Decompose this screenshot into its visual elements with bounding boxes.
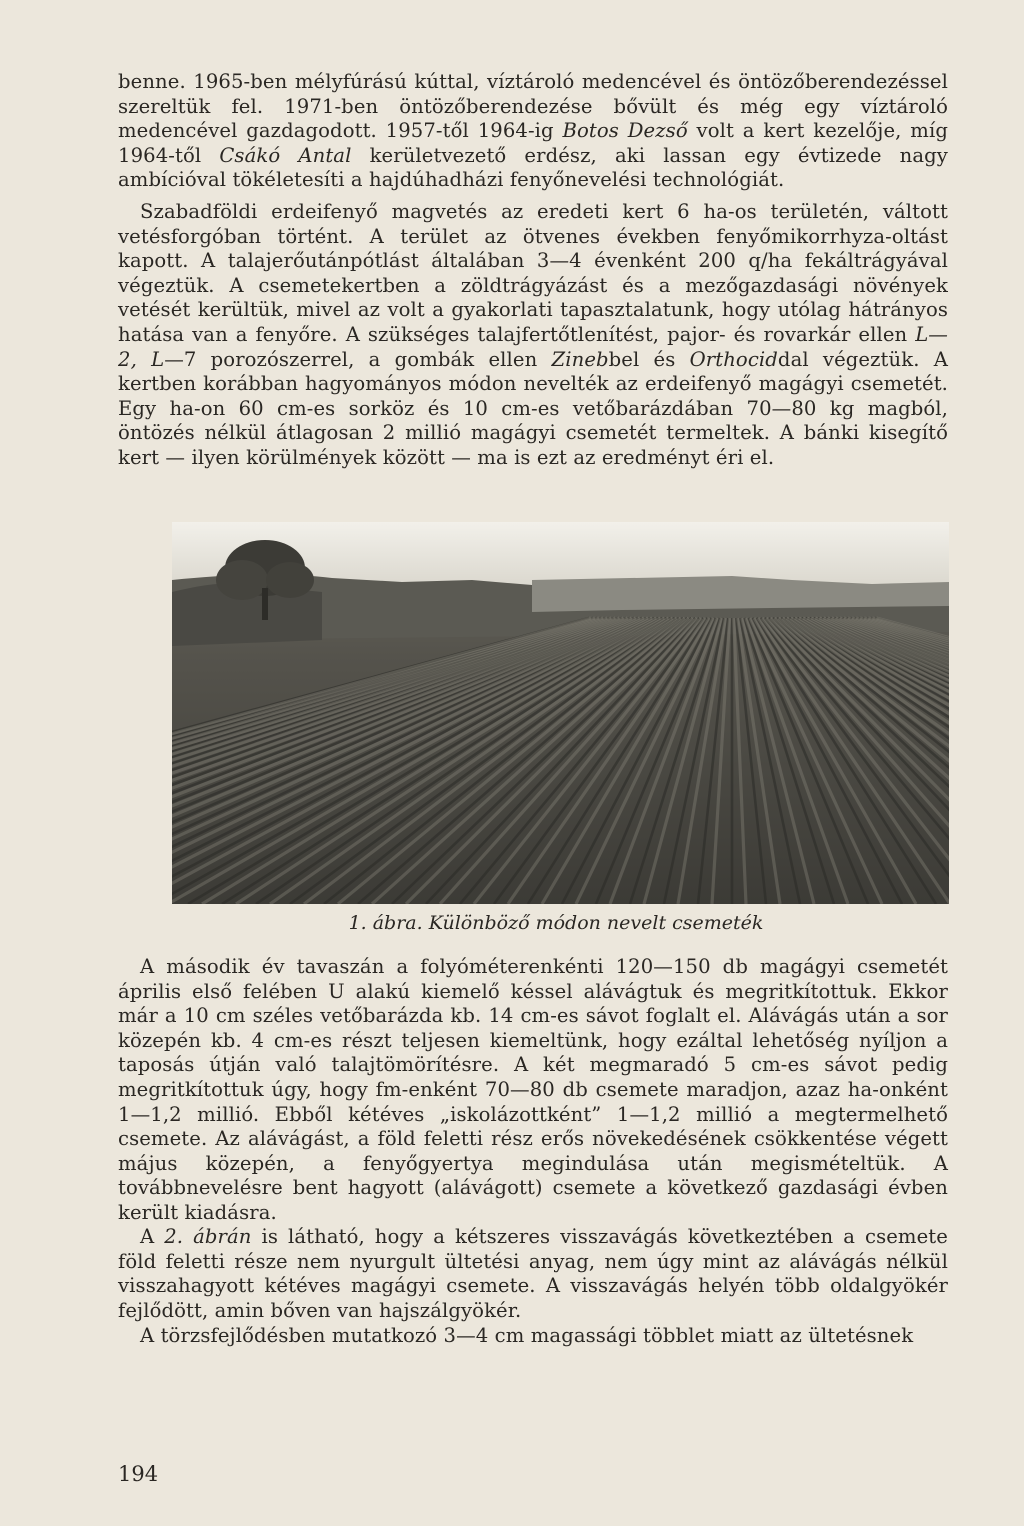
paragraph-2-text-a: Szabadföldi erdeifenyő magvetés az eredeti kert 6 ha-os területén, váltott vetésforgóban történt. A terület az ötvenes években fenyőmikorrhyza-oltást kapott. A talajerőutánpótlást általában 3—4 évenként 200 q/ha fekáltrágyával végeztük. A csemetekertben a zöldtrágyázást és a mezőgazdasági növények vetését kerültük, mivel az volt a gyakorlati tapasztalatunk, hogy utólag hátrányos hatása van a fenyőre. A szükséges talajfertőtlenítést, pajor- és rovarkár ellen xyxy=(118,200,948,346)
paragraph-3: A második év tavaszán a folyóméterenkénti 120—150 db magágyi csemetét április első felében U alakú kiemelő késsel alávágtuk és megritkítottuk. Ekkor már a 10 cm széles vetőbarázda kb. 14 cm-es sávot foglalt el. Alávágás után a sor közepén kb. 4 cm-es részt teljesen kiemeltünk, hogy ezáltal lehetőség nyíljon a taposás útján való talajtömörítésre. A két megmaradó 5 cm-es sávot pedig megritkítottuk úgy, hogy fm-enként 70—80 db csemete maradjon, azaz ha-onként 1—1,2 millió. Ebből kétéves „iskolázottként” 1—1,2 millió a megtermelhető csemete. Az alávágást, a föld feletti rész erős növekedésének csökkentése végett május közepén, a fenyőgyertya megindulása után megismételtük. A továbbnevelésre bent hagyott (alávágott) csemete a következő gazdasági évben került kiadásra. xyxy=(118,955,948,1224)
paragraph-1-text-a: benne. 1965-ben mélyfúrású kúttal, víztároló medencével és öntözőberendezéssel szereltük fel. 1971-ben öntözőberendezése bővült és még egy víztároló medencével gazdagodott. 1957-től 1964-ig xyxy=(118,70,948,143)
paragraph-1 xyxy=(118,70,948,193)
paragraph-2 xyxy=(118,200,948,471)
product-name-zineb: Zineb xyxy=(551,347,609,371)
page-number: 194 xyxy=(118,1462,159,1486)
person-name-csako: Csákó Antal xyxy=(219,143,352,167)
nursery-field-photo xyxy=(172,522,949,904)
figure-1-photo xyxy=(172,522,949,904)
product-name-l2: L—2, L xyxy=(118,322,948,371)
figure-caption-number: 1. ábra. xyxy=(348,912,423,934)
paragraph-2-text-c: bel és xyxy=(608,347,690,371)
product-name-orthocid: Orthocid xyxy=(689,347,778,371)
paragraph-5: A törzsfejlődésben mutatkozó 3—4 cm magassági többlet miatt az ültetésnek xyxy=(140,1324,914,1347)
paragraph-2-text-b: —7 porozószerrel, a gombák ellen xyxy=(164,347,552,371)
paragraph-4-text-a: A xyxy=(140,1225,165,1248)
figure-2-reference: 2. ábrán xyxy=(164,1225,252,1248)
person-name-botos: Botos Dezső xyxy=(562,119,688,143)
paragraph-1-text-b: volt a kert kezelője, míg 1964-től xyxy=(118,119,949,167)
paragraph-1-text-c: kerületvezető erdész, aki lassan egy évtizede nagy ambícióval tökéletesíti a hajdúhadházi fenyőnevelési technológiát. xyxy=(118,143,948,192)
paragraph-2-text-d: dal végeztük. A kertben korábban hagyományos módon nevelték az erdeifenyő magágyi csemetét. Egy ha-on 60 cm-es sorköz és 10 cm-es vetőbarázdában 70—80 kg magból, öntözés nélkül átlagosan 2 millió magágyi csemetét termeltek. A bánki kisegítő kert — ilyen körülmények között — ma is ezt az eredményt éri el. xyxy=(118,347,948,469)
figure-caption-text: Különböző módon nevelt csemeték xyxy=(428,912,764,934)
figure-1-caption xyxy=(316,912,796,934)
paragraph-4 xyxy=(118,1225,948,1323)
paragraph-4-text-b: is látható, hogy a kétszeres visszavágás következtében a csemete föld feletti része nem nyurgult ültetési anyag, nem úgy mint az alávágás nélkül visszahagyott kétéves magágyi csemete. A visszavágás helyén több oldalgyökér fejlődött, amin bőven van hajszálgyökér. xyxy=(118,1225,948,1322)
